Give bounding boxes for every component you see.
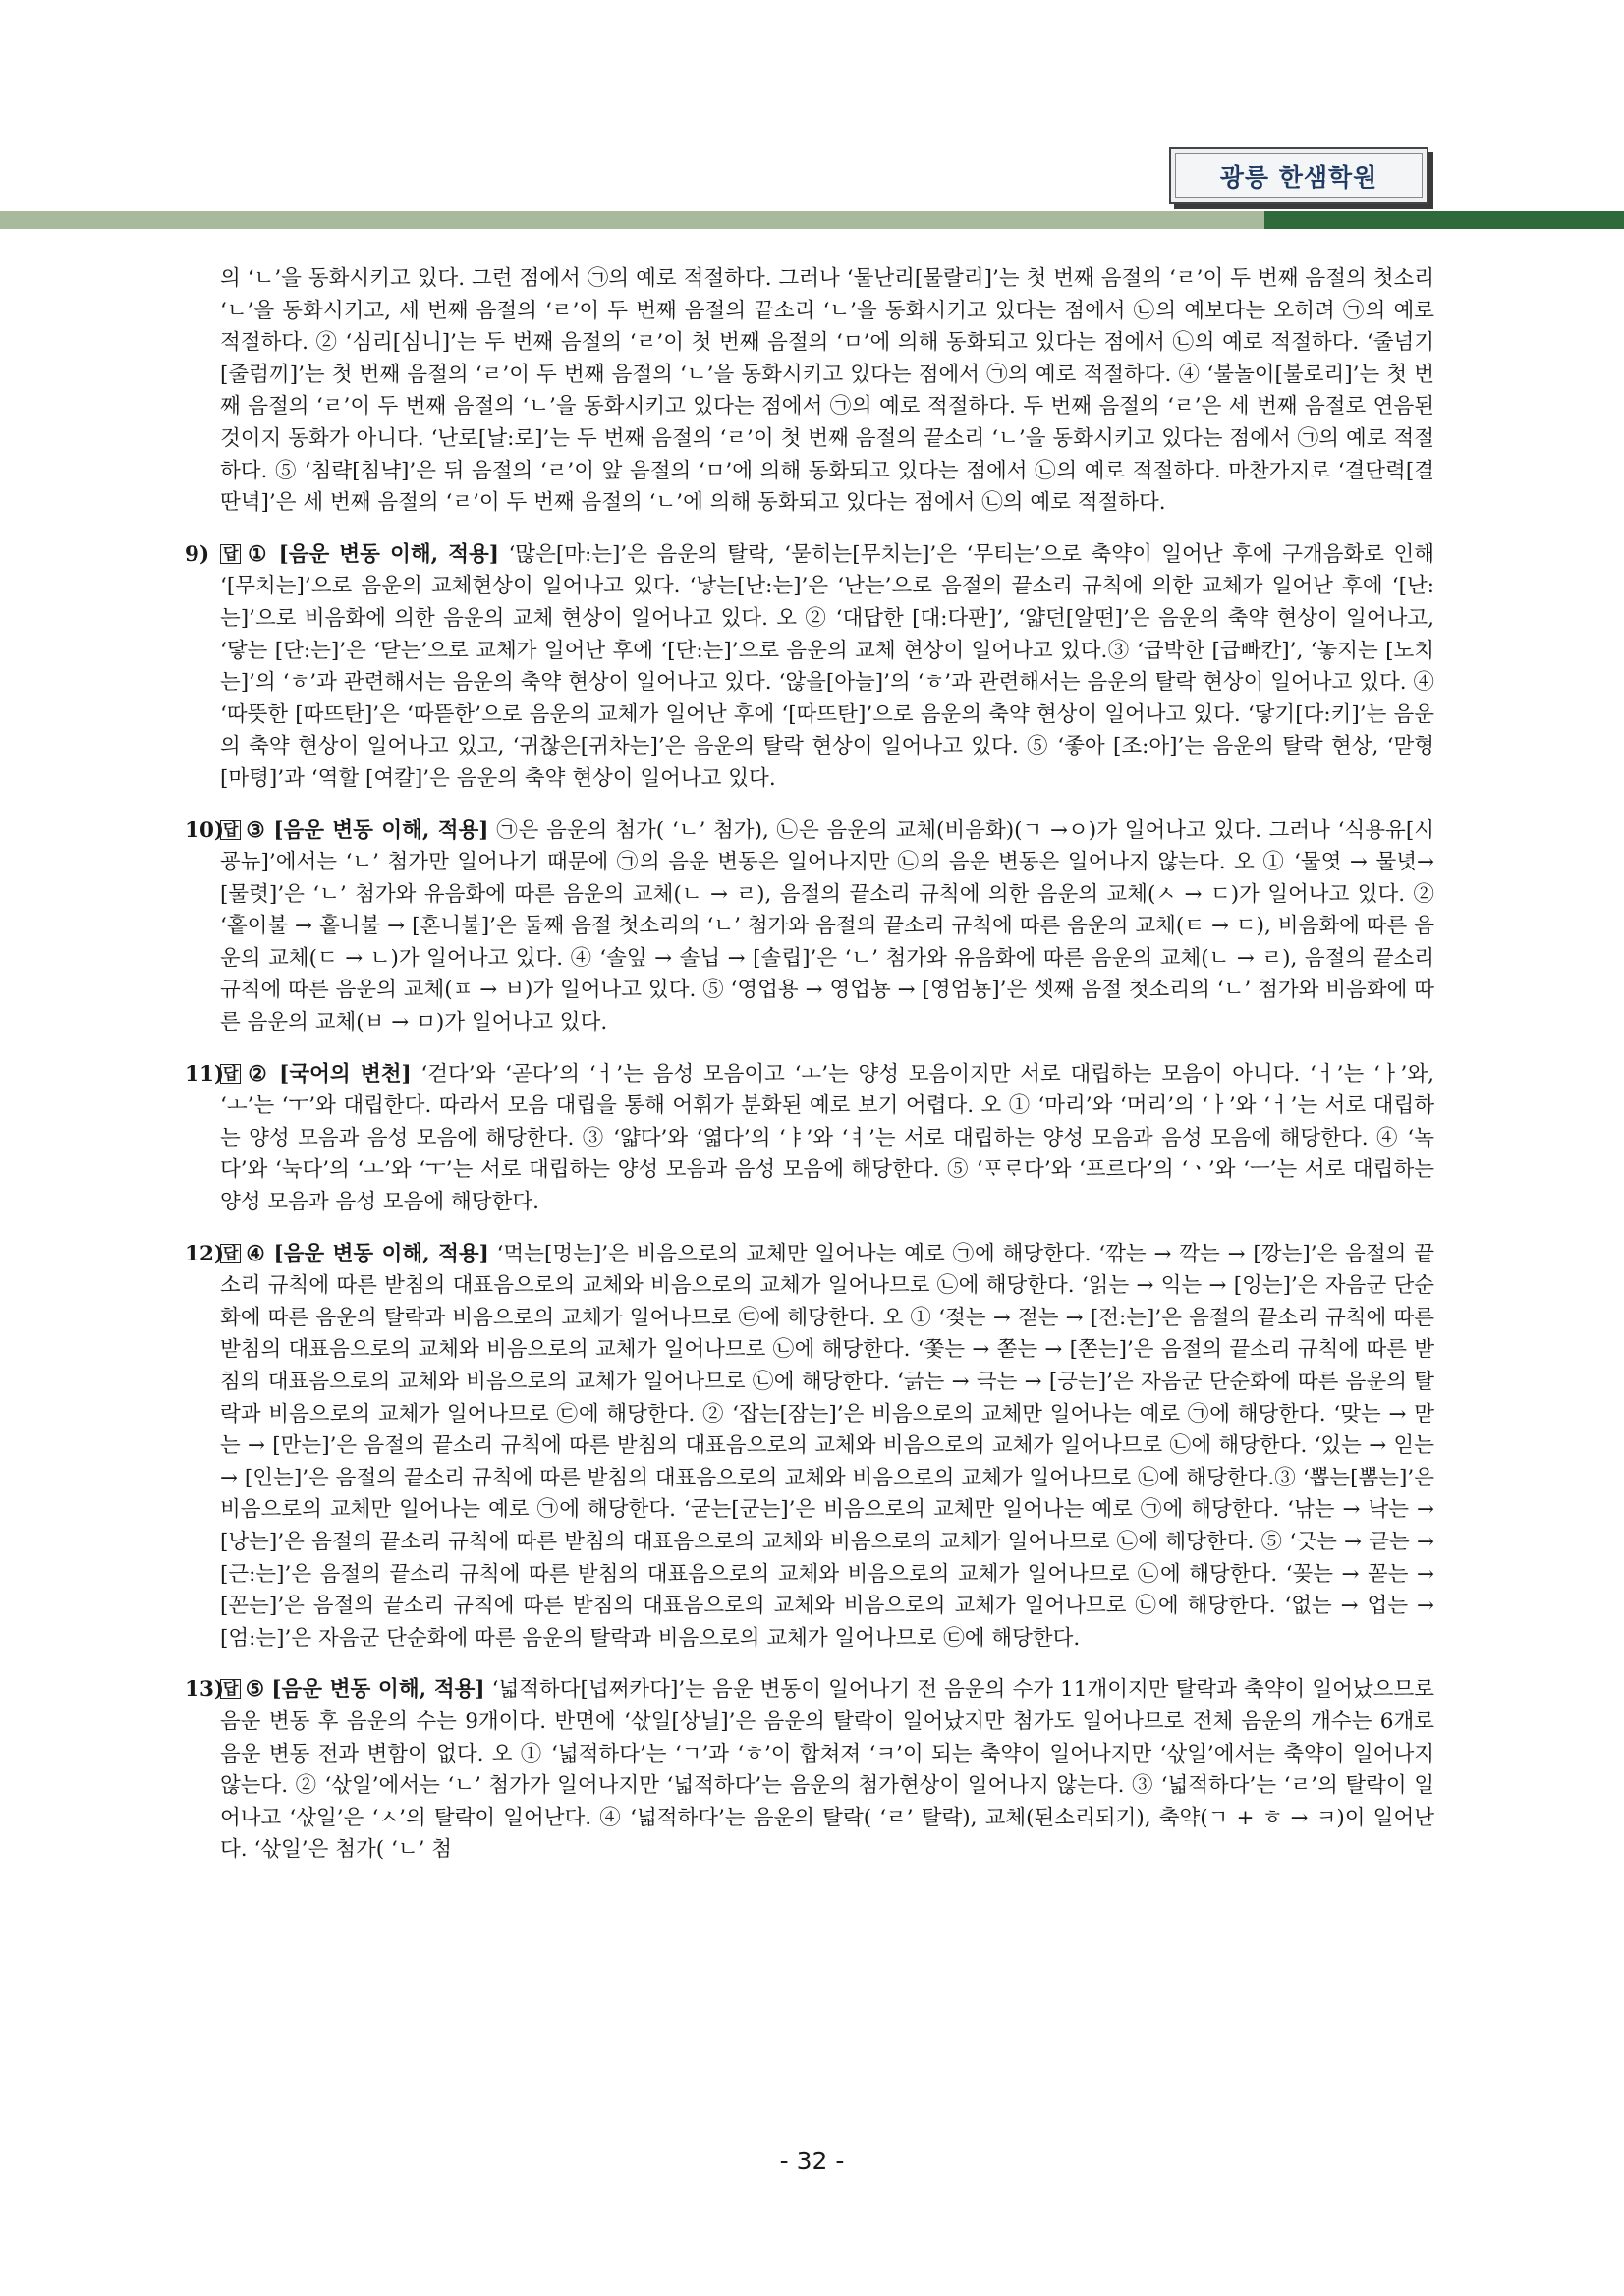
answer-number: ③ <box>245 817 266 843</box>
answer-mark: 답 <box>220 1244 241 1263</box>
page-number: - 32 - <box>779 2147 845 2175</box>
answer-number: ④ <box>245 1241 266 1266</box>
item-body <box>220 815 1434 1039</box>
item-body <box>220 1059 1434 1219</box>
answer-number: ⑤ <box>245 1677 265 1703</box>
item-topic: [음운 변동 이해, 적용] <box>273 1241 489 1266</box>
item-number: 13) <box>185 1677 225 1703</box>
item-number: 11) <box>185 1061 225 1087</box>
item-topic: [음운 변동 이해, 적용] <box>271 1677 485 1703</box>
answer-number: ② <box>245 1061 270 1087</box>
item-number: 12) <box>185 1241 225 1266</box>
item-number: 9) <box>185 541 210 567</box>
item-topic: [국어의 변천] <box>279 1061 412 1087</box>
answer-mark: 답 <box>220 1679 241 1699</box>
item-body <box>220 1239 1434 1655</box>
header-divider-accent <box>1264 211 1624 229</box>
continuation-paragraph: 의 ‘ㄴ’을 동화시키고 있다. 그런 점에서 ㉠의 예로 적절하다. 그러나 ‘물난리[물랄리]’는 첫 번째 음절의 ‘ㄹ’이 두 번째 음절의 첫소리 ‘ㄴ’을 동화시키고, 세 번째 음절의 ‘ㄹ’이 두 번째 음절의 끝소리 ‘ㄴ’을 동화시키고 있다는 점에서 ㉡의 예보다는 오히려 ㉠의 예로 적절하다. ② ‘심리[심니]’는 두 번째 음절의 ‘ㄹ’이 첫 번째 음절의 ‘ㅁ’에 의해 동화되고 있다는 점에서 ㉡의 예로 적절하다. ‘줄넘기[줄럼끼]’는 첫 번째 음절의 ‘ㄹ’이 두 번째 음절의 ‘ㄴ’을 동화시키고 있다는 점에서 ㉠의 예로 적절하다. ④ ‘불놀이[불로리]’는 첫 번째 음절의 ‘ㄹ’이 두 번째 음절의 ‘ㄴ’을 동화시키고 있다는 점에서 ㉠의 예로 적절하다. 두 번째 음절의 ‘ㄹ’은 세 번째 음절로 연음된 것이지 동화가 아니다. ‘난로[날:로]’는 두 번째 음절의 ‘ㄹ’이 첫 번째 음절의 끝소리 ‘ㄴ’을 동화시키고 있다는 점에서 ㉠의 예로 적절하다. ⑤ ‘침략[침냑]’은 뒤 음절의 ‘ㄹ’이 앞 음절의 ‘ㅁ’에 의해 동화되고 있다는 점에서 ㉡의 예로 적절하다. 마찬가지로 ‘결단력[결딴녁]’은 세 번째 음절의 ‘ㄹ’이 두 번째 음절의 ‘ㄴ’에 의해 동화되고 있다는 점에서 ㉡의 예로 적절하다. <box>220 266 1434 516</box>
answer-mark: 답 <box>220 1064 241 1084</box>
item-text: ‘많은[마:는]’은 음운의 탈락, ‘묻히는[무치는]’은 ‘무티는’으로 축약이 일어난 후에 구개음화로 인해 ‘[무치는]’으로 음운의 교체현상이 일어나고 있다. ‘낳는[난:는]’은 ‘난는’으로 음절의 끝소리 규칙에 의한 교체가 일어난 후에 ‘[난:는]’으로 비음화에 의한 음운의 교체 현상이 일어나고 있다. 오 ② ‘대답한 [대:다판]’, ‘얇던[알떤]’은 음운의 축약 현상이 일어나고, ‘닿는 [단:는]’은 ‘닫는’으로 교체가 일어난 후에 ‘[단:는]’으로 음운의 교체 현상이 일어나고 있다.③ ‘급박한 [급빠칸]’, ‘놓지는 [노치는]’의 ‘ㅎ’과 관련해서는 음운의 축약 현상이 일어나고 있다. ‘않을[아늘]’의 ‘ㅎ’과 관련해서는 음운의 탈락 현상이 일어나고 있다. ④ ‘따뜻한 [따뜨탄]’은 ‘따뜯한’으로 음운의 교체가 일어난 후에 ‘[따뜨탄]’으로 음운의 축약 현상이 일어나고 있다. ‘닿기[다:키]’는 음운의 축약 현상이 일어나고 있고, ‘귀찮은[귀차는]’은 음운의 탈락 현상이 일어나고 있다. ⑤ ‘좋아 [조:아]’는 음운의 탈락 현상, ‘맏형[마텽]’과 ‘역할 [여칼]’은 음운의 축약 현상이 일어나고 있다. <box>220 541 1434 791</box>
item-text: ‘걷다’와 ‘곧다’의 ‘ㅓ’는 음성 모음이고 ‘ㅗ’는 양성 모음이지만 서로 대립하는 모음이 아니다. ‘ㅓ’는 ‘ㅏ’와, ‘ㅗ’는 ‘ㅜ’와 대립한다. 따라서 모음 대립을 통해 어휘가 분화된 예로 보기 어렵다. 오 ① ‘마리’와 ‘머리’의 ‘ㅏ’와 ‘ㅓ’는 서로 대립하는 양성 모음과 음성 모음에 해당한다. ③ ‘얇다’와 ‘엷다’의 ‘ㅑ’와 ‘ㅕ’는 서로 대립하는 양성 모음과 음성 모음에 해당한다. ④ ‘녹다’와 ‘눅다’의 ‘ㅗ’와 ‘ㅜ’는 서로 대립하는 양성 모음과 음성 모음에 해당한다. ⑤ ‘ᄑᆞᄅᆞ다’와 ‘프르다’의 ‘ㆍ’와 ‘ㅡ’는 서로 대립하는 양성 모음과 음성 모음에 해당한다. <box>220 1061 1434 1215</box>
answer-mark: 답 <box>220 544 241 564</box>
item-topic: [음운 변동 이해, 적용] <box>273 817 489 843</box>
academy-badge <box>1169 147 1428 204</box>
explanation-item-11 <box>185 1059 1434 1219</box>
answer-mark: 답 <box>220 820 241 840</box>
item-text: ㉠은 음운의 첨가( ‘ㄴ’ 첨가), ㉡은 음운의 교체(비음화)(ㄱ →ㅇ)가 일어나고 있다. 그러나 ‘식용유[시굥뉴]’에서는 ‘ㄴ’ 첨가만 일어나기 때문에 ㉠의 음운 변동은 일어나지만 ㉡의 음운 변동은 일어나지 않는다. 오 ① ‘물엿 → 물녓→ [물렷]’은 ‘ㄴ’ 첨가와 유음화에 따른 음운의 교체(ㄴ → ㄹ), 음절의 끝소리 규칙에 의한 음운의 교체(ㅅ → ㄷ)가 일어나고 있다. ② ‘홑이불 → 홑니불 → [혼니불]’은 둘째 음절 첫소리의 ‘ㄴ’ 첨가와 음절의 끝소리 규칙에 따른 음운의 교체(ㅌ → ㄷ), 비음화에 따른 음운의 교체(ㄷ → ㄴ)가 일어나고 있다. ④ ‘솔잎 → 솔닙 → [솔립]’은 ‘ㄴ’ 첨가와 유음화에 따른 음운의 교체(ㄴ → ㄹ), 음절의 끝소리 규칙에 따른 음운의 교체(ㅍ → ㅂ)가 일어나고 있다. ⑤ ‘영업용 → 영업뇽 → [영엄뇽]’은 셋째 음절 첫소리의 ‘ㄴ’ 첨가와 비음화에 따른 음운의 교체(ㅂ → ㅁ)가 일어나고 있다. <box>220 817 1434 1036</box>
explanation-item-12 <box>185 1239 1434 1655</box>
item-body <box>220 539 1434 796</box>
academy-name: 광릉 한샘학원 <box>1175 153 1423 198</box>
explanation-item-9 <box>185 539 1434 796</box>
answer-number: ① <box>245 541 270 567</box>
item-text: ‘먹는[멍는]’은 비음으로의 교체만 일어나는 예로 ㉠에 해당한다. ‘깎는 → 깍는 → [깡는]’은 음절의 끝소리 규칙에 따른 받침의 대표음으로의 교체와 비음으로의 교체가 일어나므로 ㉡에 해당한다. ‘읽는 → 익는 → [잉는]’은 자음군 단순화에 따른 음운의 탈락과 비음으로의 교체가 일어나므로 ㉢에 해당한다. 오 ① ‘젖는 → 젇는 → [전:는]’은 음절의 끝소리 규칙에 따른 받침의 대표음으로의 교체와 비음으로의 교체가 일어나므로 ㉡에 해당한다. ‘쫓는 → 쫃는 → [쫀는]’은 음절의 끝소리 규칙에 따른 받침의 대표음으로의 교체와 비음으로의 교체가 일어나므로 ㉡에 해당한다. ‘긁는 → 극는 → [긍는]’은 자음군 단순화에 따른 음운의 탈락과 비음으로의 교체가 일어나므로 ㉢에 해당한다. ② ‘잡는[잠는]’은 비음으로의 교체만 일어나는 예로 ㉠에 해당한다. ‘맞는 → 맏는 → [만는]’은 음절의 끝소리 규칙에 따른 받침의 대표음으로의 교체와 비음으로의 교체가 일어나므로 ㉡에 해당한다. ‘있는 → 읻는 → [인는]’은 음절의 끝소리 규칙에 따른 받침의 대표음으로의 교체와 비음으로의 교체가 일어나므로 ㉡에 해당한다.③ ‘뽑는[뽐는]’은 비음으로의 교체만 일어나는 예로 ㉠에 해당한다. ‘굳는[군는]’은 비음으로의 교체만 일어나는 예로 ㉠에 해당한다. ‘낚는 → 낙는 → [낭는]’은 음절의 끝소리 규칙에 따른 받침의 대표음으로의 교체와 비음으로의 교체가 일어나므로 ㉡에 해당한다. ⑤ ‘긋는 → 귿는 → [근:는]’은 음절의 끝소리 규칙에 따른 받침의 대표음으로의 교체와 비음으로의 교체가 일어나므로 ㉡에 해당한다. ‘꽂는 → 꼳는 → [꼰는]’은 음절의 끝소리 규칙에 따른 받침의 대표음으로의 교체와 비음으로의 교체가 일어나므로 ㉡에 해당한다. ‘없는 → 업는 → [엄:는]’은 자음군 단순화에 따른 음운의 탈락과 비음으로의 교체가 일어나므로 ㉢에 해당한다. <box>220 1241 1434 1651</box>
item-body <box>220 1674 1434 1867</box>
answer-explanations <box>185 263 1434 1886</box>
explanation-item-10 <box>185 815 1434 1039</box>
item-text: ‘넓적하다[넙쩌카다]’는 음운 변동이 일어나기 전 음운의 수가 11개이지만 탈락과 축약이 일어났으므로 음운 변동 후 음운의 수는 9개이다. 반면에 ‘삯일[상닐]’은 음운의 탈락이 일어났지만 첨가도 일어나므로 전체 음운의 개수는 6개로 음운 변동 전과 변함이 없다. 오 ① ‘넓적하다’는 ‘ㄱ’과 ‘ㅎ’이 합쳐져 ‘ㅋ’이 되는 축약이 일어나지만 ‘삯일’에서는 축약이 일어나지 않는다. ② ‘삯일’에서는 ‘ㄴ’ 첨가가 일어나지만 ‘넓적하다’는 음운의 첨가현상이 일어나지 않는다. ③ ‘넓적하다’는 ‘ㄹ’의 탈락이 일어나고 ‘삯일’은 ‘ㅅ’의 탈락이 일어난다. ④ ‘넓적하다’는 음운의 탈락( ‘ㄹ’ 탈락), 교체(된소리되기), 축약(ㄱ + ㅎ → ㅋ)이 일어난다. ‘삯일’은 첨가( ‘ㄴ’ 첨 <box>220 1677 1434 1863</box>
header-divider <box>0 211 1624 229</box>
explanation-item-13 <box>185 1674 1434 1867</box>
item-topic: [음운 변동 이해, 적용] <box>278 541 499 567</box>
item-number: 10) <box>185 817 225 843</box>
